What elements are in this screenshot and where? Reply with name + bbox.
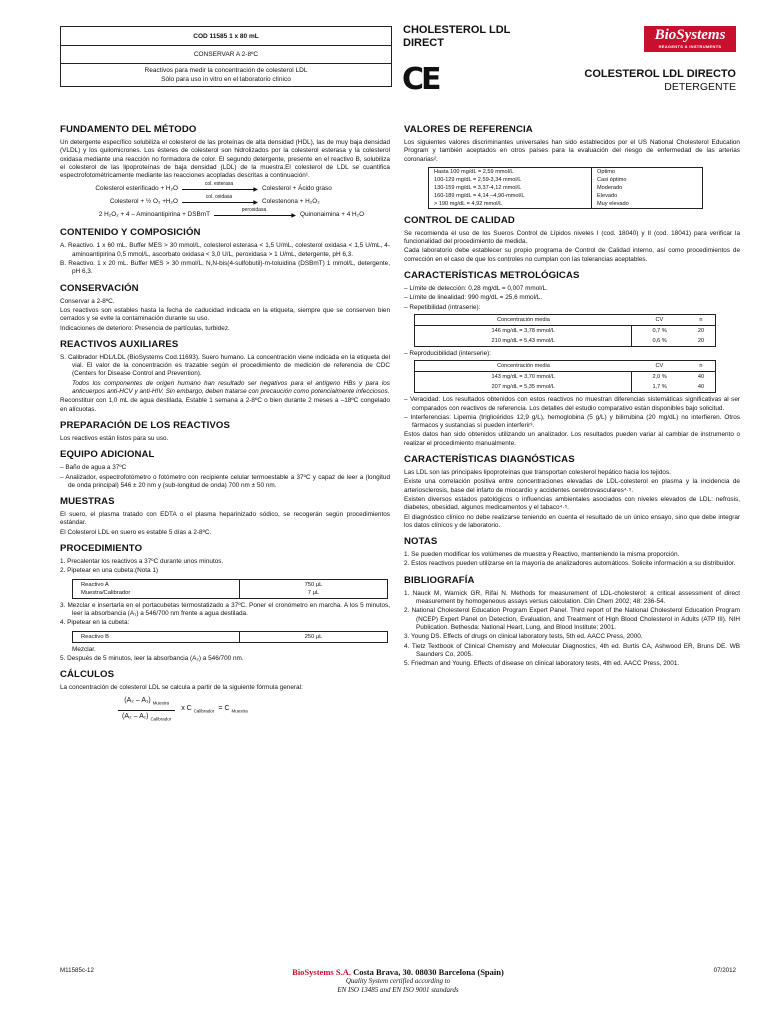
table-cell: 210 mg/dL = 5,43 mmol/L [415, 336, 632, 347]
table-cell: Casi óptimo [597, 176, 627, 183]
title-english [403, 24, 603, 50]
heading-conservacion: CONSERVACIÓN [60, 282, 139, 294]
footer-quality: Quality System certified according to [345, 977, 451, 985]
preparacion-text: Los reactivos están listos para su uso. [60, 434, 169, 442]
table-cell: 40 [697, 384, 705, 391]
purpose-line-1: Reactivos para medir la concentración de colesterol LDL [144, 67, 308, 74]
reference-4: 4. Tietz Textbook of Clinical Chemistry and Molecular Diagnostics, 4th ed. Burtis CA, Ashwood ER, Bruns DE. WB Saunders Co, 2005. [404, 642, 740, 658]
heading-fundamento: FUNDAMENTO DEL MÉTODO [60, 124, 197, 135]
heading-diagnosticas: CARACTERÍSTICAS DIAGNÓSTICAS [404, 454, 575, 466]
reagent-a-label: Reactivo A [81, 581, 109, 588]
column-header: Concentración media [415, 361, 632, 372]
table-row [429, 176, 703, 184]
repeatability-label: – Repetibilidad (intraserie): [404, 303, 481, 311]
auxiliares-warning: Todos los componentes de origen humano han resultado ser negativos para el antígeno HBs y para los anticuerpos anti-HCV y anti-HIV. Sin embargo, deben tratarse con precaución como potencialmente infecciosos. [72, 379, 390, 396]
purpose-line-2: Sólo para uso in vitro en el laboratorio clínico [161, 76, 291, 83]
table-cell: Optimo [597, 168, 616, 175]
biosystems-logo [644, 26, 736, 52]
equipo-item-1: – Baño de agua a 37ºC [60, 464, 127, 472]
diagnosticas-text-3: Existen diversos estados patológicos o influencias ambientales asociados con niveles elevados de LDL: nefrosis, diabetes, obesidad, algunos medicamentos y el tabaco⁴·⁵. [404, 495, 740, 512]
metrological-note: Estos datos han sido obtenidos utilizando un analizador. Los resultados pueden variar al cambiar de instrumento o realizar el procedimiento manualmente. [404, 431, 740, 447]
heading-metrologicas: CARACTERÍSTICAS METROLÓGICAS [404, 270, 580, 282]
control-text-2: Cada laboratorio debe establecer su propio programa de Control de Calidad interno, así como procedimientos de corrección en el caso de que los controles no cumplan con las tolerancias aceptables. [404, 247, 740, 263]
table-cell: 2,0 % [652, 374, 667, 381]
interferences-text: – Interferencias: Lipemia (triglicéridos 12,9 g/L), hemoglobina (5 g/L) y bilirrubina (20 mg/dL) no interfieren. Otros fármacos y sustancias sí pueden interferir³. [404, 413, 740, 430]
footer-company [60, 967, 736, 995]
table-cell: 40 [697, 374, 705, 381]
table-cell: 143 mg/dL = 3,70 mmol/L [415, 372, 632, 383]
calculos-text: La concentración de colesterol LDL se calcula a partir de la siguiente fórmula general: [60, 684, 303, 692]
conservacion-text-1: Conservar a 2-8ºC. [60, 297, 115, 305]
veracity-text: – Veracidad: Los resultados obtenidos con estos reactivos no muestran diferencias sistemáticas significativas al ser comparados con reactivos de referencia. Los detalles del estudio comparativo están disponibles bajo solicitud. [404, 396, 740, 412]
control-text-1: Se recomienda el uso de los Sueros Control de Lípidos niveles I (cod. 18040) y II (cod. 18041) para verificar la funcionalidad del procedimiento de medida. [404, 229, 740, 246]
table-row [429, 167, 703, 176]
table-cell: 207 mg/dL = 5,35 mmol/L [415, 382, 632, 393]
table-cell: 130-159 mg/dL = 3,37-4,12 mmol/L [429, 184, 592, 192]
formula-fraction [116, 697, 177, 723]
equation-3-products: Quinonaimina + 4 H₂O [300, 210, 365, 218]
equation-2-products: Colestenona + H₂O₂ [262, 197, 320, 205]
heading-equipo: EQUIPO ADICIONAL [60, 449, 155, 461]
arrow-icon: col. esterasa ▶ [182, 185, 256, 193]
table-row [73, 631, 388, 642]
heading-muestras: MUESTRAS [60, 496, 115, 508]
table-cell: 20 [697, 327, 705, 334]
valores-text: Los siguientes valores discriminantes universales han sido establecidos por el US National Cholesterol Education Program y también aceptados en otros países para la evaluación del riesgo de enfermedad de las arterias coronarias². [404, 139, 740, 163]
table-cell: > 190 mg/dL = 4,92 mmol/L [429, 200, 592, 209]
table-cell: Hasta 100 mg/dL = 2,59 mmol/L [429, 167, 592, 176]
procedimiento-step-3: 3. Mezclar e insertarla en el portacubetas termostatizado a 37ºC. Poner el cronómetro en marcha. A los 5 minutos, leer la absorbancia (A₁) a 546/700 nm frente a agua destilada. [60, 601, 390, 617]
heading-valores: VALORES DE REFERENCIA [404, 124, 533, 135]
heading-contenido: CONTENIDO Y COMPOSICIÓN [60, 227, 201, 239]
reproducibility-label: – Reproducibilidad (interserie): [404, 349, 492, 357]
column-header: CV [632, 361, 687, 372]
conservacion-text-2: Los reactivos son estables hasta la fecha de caducidad indicada en la etiqueta, siempre que se conserven bien cerrados y se evite la contaminación durante su uso. [60, 306, 390, 323]
pipetting-table-1 [72, 579, 388, 599]
contenido-reactivo-a: A. Reactivo. 1 x 60 mL. Buffer MES > 30 mmol/L, colesterol esterasa < 1,5 U/mL, colesterol oxidasa < 1,5 U/mL, 4-aminoantipirina 0,5 mmol/L, ascorbato oxidasa < 3,0 U/L, peroxidasa > 1 U/mL, detergente, pH 6,3. [60, 242, 390, 258]
nota-1: 1. Se pueden modificar los volúmenes de muestra y Reactivo, manteniendo la misma proporción. [404, 551, 680, 559]
reference-2: 2. National Cholesterol Education Program Expert Panel. Third report of the National Cholesterol Education Program (NCEP) Expert Panel on Detection, Evaluation, and Treatment of High Blood Cholesterol in Adults (ATP III). NIH Publication. Bethesda: National Heart, Lung, and Blood Institute; 2001. [404, 607, 740, 631]
sample-volume: 7 µL [307, 589, 320, 596]
title-english-line-2: DIRECT [403, 37, 444, 49]
reference-values-table [428, 167, 703, 209]
left-column [60, 124, 390, 724]
footer-brand: BioSystems S.A. [292, 967, 351, 977]
column-header: n [687, 361, 716, 372]
table-cell [73, 579, 240, 598]
contenido-reactivo-b: B. Reactivo. 1 x 20 mL. Buffer MES > 30 mmol/L, N,N-bis(4-sulfobutil)-m-toluidina (DSBmT) 1 mmol/L, detergente, pH 6,3. [60, 260, 390, 276]
auxiliares-reconstitution: Reconstituir con 1,0 mL de agua destilada. Estable 1 semana a 2-8ºC o bien durante 2 meses a –18ºC congelado en alícuotas. [60, 397, 390, 413]
formula-denominator: (A₂ – A₁) $_{Calibrador}$ [122, 713, 172, 722]
diagnosticas-text-1: Las LDL son las principales lipoproteínas que transportan colesterol hepático hacia los tejidos. [404, 469, 671, 477]
logo-text: BioSystems [654, 27, 726, 43]
reagent-a-volume: 750 µL [304, 581, 323, 588]
product-info-box [60, 26, 392, 87]
table-cell: Elevado [597, 192, 618, 199]
equation-1-products: Colesterol + Ácido graso [262, 184, 332, 192]
diagnosticas-text-2: Existe una correlación positiva entre concentraciones elevadas de LDL-colesterol en plasma y la incidencia de arteriosclerosis, base del infarto de miocardio y accidentes cerebrovasculares⁴·⁵. [404, 478, 740, 494]
fundamento-text: Un detergente específico solubiliza el colesterol de las proteínas de alta densidad (HDL), las de muy baja densidad (VLDL) y los quilomicrones. Los ésteres de colesterol son hidrolizados por la colesterol esterasa y la colesterol oxidasa mediante una reacción no formadora de color. El segundo detergente, presente en el reactivo B, solubiliza el colesterol de las lipoproteínas de baja densidad (LDL) de la muestra.El colesterol de LDL se cuantifica espectrofotométricamente mediante las reacciones acopladas descritas a continuación¹. [60, 139, 390, 180]
table-row [429, 184, 703, 192]
table-row [415, 382, 716, 393]
table-row [415, 336, 716, 347]
footer-address-line [60, 967, 736, 977]
calculation-formula [116, 697, 390, 723]
table-row [73, 579, 388, 598]
conservacion-text-3: Indicaciones de deterioro: Presencia de partículas, turbidez. [60, 324, 230, 332]
title-spanish-sub: DETERGENTE [664, 81, 736, 93]
equation-3-reactants: 2 H₂O₂ + 4 – Aminoantipirina + DSBmT [98, 210, 210, 218]
formula-multiplier: x C $_{Calibrador}$ [181, 705, 215, 714]
equation-1-reactants: Colesterol esterificado + H₂O [95, 184, 178, 192]
table-cell: 146 mg/dL = 3,78 mmol/L [415, 325, 632, 336]
table-cell: 0,7 % [652, 327, 667, 334]
footer-date: 07/2012 [713, 967, 736, 974]
right-column [404, 124, 740, 669]
table-row [415, 325, 716, 336]
arrow-icon: col. oxidasa ▶ [182, 198, 256, 206]
table-cell: 0,6 % [652, 337, 667, 344]
column-header: CV [632, 314, 687, 325]
equation-3-enzyme: peroxidasa [241, 206, 267, 213]
table-cell: 20 [697, 337, 705, 344]
procedimiento-step-2: 2. Pipetear en una cubeta:(Nota 1) [60, 567, 159, 575]
table-row [429, 192, 703, 200]
table-cell: 160-189 mg/dL = 4,14 –4,90-mmol/L [429, 192, 592, 200]
equation-1-enzyme: col. esterasa [204, 180, 234, 187]
reagent-b-volume: 250 µL [304, 633, 323, 640]
heading-bibliografia: BIBLIOGRAFÍA [404, 574, 475, 586]
reference-1: 1. Nauck M, Warnick GR, Rifai N. Methods for measurement of LDL-cholesterol: a critical assessment of direct measurement by homogeneous assays versus calculation. Clin Chem 2002; 48: 236-54. [404, 589, 740, 606]
procedimiento-mix: Mezclar. [72, 645, 96, 653]
heading-calculos: CÁLCULOS [60, 669, 115, 681]
table-header-row [415, 361, 716, 372]
linearity-limit: – Límite de linealidad: 990 mg/dL = 25,6 mmol/L. [404, 294, 543, 302]
detection-limit: – Límite de detección: 0,28 mg/dL = 0,007 mmol/L. [404, 285, 548, 293]
equation-3 [60, 208, 390, 221]
equation-2-reactants: Colesterol + ½ O₂ +H₂O [109, 197, 178, 205]
column-header: n [687, 314, 716, 325]
reagent-b-label: Reactivo B [73, 631, 240, 642]
column-header: Concentración media [415, 314, 632, 325]
repeatability-table [414, 314, 716, 347]
equation-2-enzyme: col. oxidasa [205, 193, 233, 200]
sample-label: Muestra/Calibrador [81, 589, 131, 596]
table-cell: 1,7 % [652, 384, 667, 391]
title-spanish [584, 68, 736, 94]
heading-control: CONTROL DE CALIDAD [404, 214, 515, 226]
title-spanish-main: COLESTEROL LDL DIRECTO [584, 68, 736, 80]
procedimiento-step-4: 4. Pipetear en la cubeta: [60, 619, 130, 627]
diagnosticas-text-4: El diagnóstico clínico no debe realizarse teniendo en cuenta el resultado de un único ensayo, sino que debe integrar los datos clínicos y de laboratorio. [404, 513, 740, 529]
nota-2: 2. Estos reactivos pueden utilizarse en la mayoría de analizadores automáticos. Solicite información a su distribuidor. [404, 560, 736, 568]
heading-auxiliares: REACTIVOS AUXILIARES [60, 338, 179, 350]
heading-preparacion: PREPARACIÓN DE LOS REACTIVOS [60, 419, 230, 431]
storage-condition: CONSERVAR A 2-8ºC [61, 46, 391, 64]
footer-standards: EN ISO 13485 and EN ISO 9001 standards [337, 986, 459, 994]
product-purpose [61, 64, 391, 86]
table-header-row [415, 314, 716, 325]
table-cell: 100-129 mg/dL = 2,59-3,34 mmol/L [429, 176, 592, 184]
auxiliares-calibrador: S. Calibrador HDL/LDL (BioSystems Cod.11693). Suero humano. La concentración viene indicada en la etiqueta del vial. El valor de la concentración es trazable según el procedimiento de medición de referencia de CDC (Centers for Disease Control and Prevention). [60, 353, 390, 378]
reference-3: 3. Young DS. Effects of drugs on clinical laboratory tests, 5th ed. AACC Press, 2000. [404, 633, 643, 641]
arrow-icon: peroxidasa ▶ [214, 211, 294, 219]
table-cell: Moderado [597, 184, 623, 191]
procedimiento-step-1: 1. Precalentar los reactivos a 37ºC durante unos minutos. [60, 558, 224, 566]
muestras-text-2: El Colesterol LDL en suero es estable 5 días a 2-8ºC. [60, 528, 212, 536]
heading-notas: NOTAS [404, 536, 438, 548]
procedimiento-step-5: 5. Después de 5 minutos, leer la absorbancia (A₂) a 546/700 nm. [60, 654, 244, 662]
product-code: COD 11585 1 x 80 mL [61, 27, 391, 46]
reproducibility-table [414, 360, 716, 393]
table-cell [240, 579, 388, 598]
muestras-text-1: El suero, el plasma tratado con EDTA o el plasma heparinizado sódico, se recogerán según procedimientos estándar. [60, 511, 390, 527]
ce-mark-icon: CE [402, 62, 439, 97]
logo-subtext: REAGENTS & INSTRUMENTS [658, 44, 722, 49]
equipo-item-2: – Analizador, espectrofotómetro o fotómetro con recipiente celular termoestable a 37ºC y capaz de leer a (longitud de onda principal) 546 ± 20 nm y (sub-longitud de onda) 700 nm ± 50 nm. [60, 473, 390, 489]
table-row [429, 200, 703, 209]
heading-procedimiento: PROCEDIMIENTO [60, 543, 143, 555]
reaction-equations [60, 182, 390, 221]
title-english-line-1: CHOLESTEROL LDL [403, 24, 511, 36]
footer-address: Costa Brava, 30. 08030 Barcelona (Spain) [350, 967, 504, 977]
table-row [415, 372, 716, 383]
footer-document-code: M11585c-12 [60, 967, 94, 974]
formula-result: = C $_{Muestra}$ [218, 705, 248, 714]
pipetting-table-2 [72, 631, 388, 643]
formula-numerator: (A₂ – A₁) $_{Muestra}$ [118, 697, 175, 711]
reference-5: 5. Friedman and Young. Effects of disease on clinical laboratory tests, 4th ed. AACC Press, 2001. [404, 660, 680, 668]
table-cell: Muy elevado [597, 200, 629, 207]
